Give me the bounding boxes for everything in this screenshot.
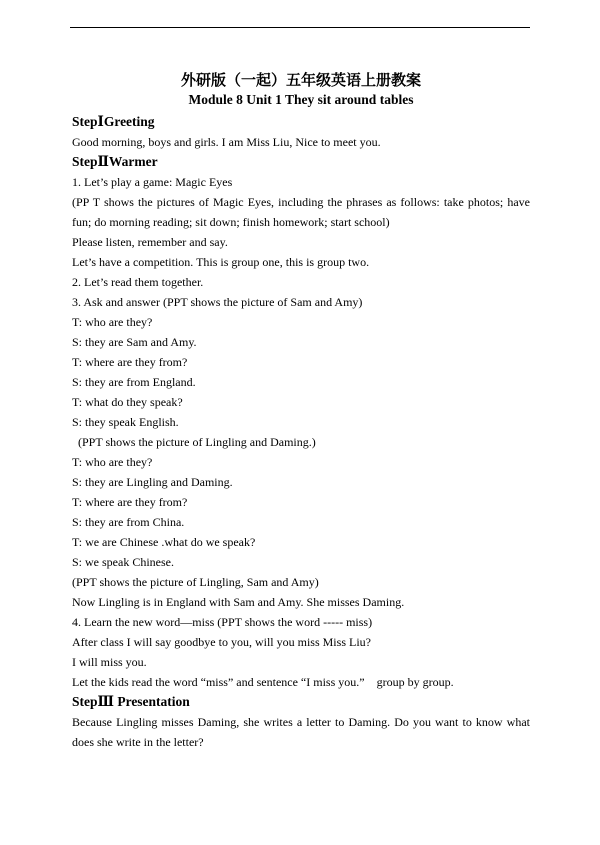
dialogue-line: S: they are from England. xyxy=(72,375,196,389)
header-rule xyxy=(70,27,530,28)
step2-line: (PPT shows the picture of Lingling, Sam and Amy) xyxy=(72,575,319,589)
dialogue-line: S: they are Sam and Amy. xyxy=(72,335,197,349)
dialogue-line: T: where are they from? xyxy=(72,355,188,369)
dialogue-line: T: what do they speak? xyxy=(72,395,183,409)
dialogue-line: S: they are Lingling and Daming. xyxy=(72,475,233,489)
step2-line: Please listen, remember and say. xyxy=(72,235,228,249)
step2-heading: StepⅡWarmer xyxy=(72,154,158,169)
step1-line: Good morning, boys and girls. I am Miss Liu, Nice to meet you. xyxy=(72,135,381,149)
dialogue-line: T: who are they? xyxy=(72,455,153,469)
step2-line: (PPT shows the picture of Lingling and Daming.) xyxy=(72,435,316,449)
step1-heading: StepⅠGreeting xyxy=(72,114,155,129)
step3-heading: StepⅢ Presentation xyxy=(72,694,190,709)
dialogue-line: T: where are they from? xyxy=(72,495,188,509)
dialogue-line: T: we are Chinese .what do we speak? xyxy=(72,535,256,549)
step2-paragraph: (PP T shows the pictures of Magic Eyes, including the phrases as follows: take photos; have fun; do morning reading; sit down; finish homework; start school) xyxy=(72,195,530,229)
dialogue-line: S: they are from China. xyxy=(72,515,185,529)
page-title: 外研版（一起）五年级英语上册教案 xyxy=(180,71,421,89)
step2-line: Let’s have a competition. This is group one, this is group two. xyxy=(72,255,370,269)
dialogue-line: T: who are they? xyxy=(72,315,153,329)
step2-line: 1. Let’s play a game: Magic Eyes xyxy=(72,175,233,189)
document-body xyxy=(72,70,530,752)
step2-line: 3. Ask and answer (PPT shows the picture of Sam and Amy) xyxy=(72,295,363,309)
dialogue-line: S: we speak Chinese. xyxy=(72,555,174,569)
step3-paragraph: Because Lingling misses Daming, she writes a letter to Daming. Do you want to know what does she write in the letter? xyxy=(72,715,530,749)
step2-line: Now Lingling is in England with Sam and Amy. She misses Daming. xyxy=(72,595,405,609)
step2-line: 4. Learn the new word—miss (PPT shows the word ----- miss) xyxy=(72,615,373,629)
step2-line: I will miss you. xyxy=(72,655,147,669)
step2-line: Let the kids read the word “miss” and sentence “I miss you.” group by group. xyxy=(72,675,454,689)
lesson-subtitle: Module 8 Unit 1 They sit around tables xyxy=(188,92,414,107)
dialogue-line: S: they speak English. xyxy=(72,415,179,429)
step2-line: 2. Let’s read them together. xyxy=(72,275,204,289)
step2-line: After class I will say goodbye to you, will you miss Miss Liu? xyxy=(72,635,371,649)
